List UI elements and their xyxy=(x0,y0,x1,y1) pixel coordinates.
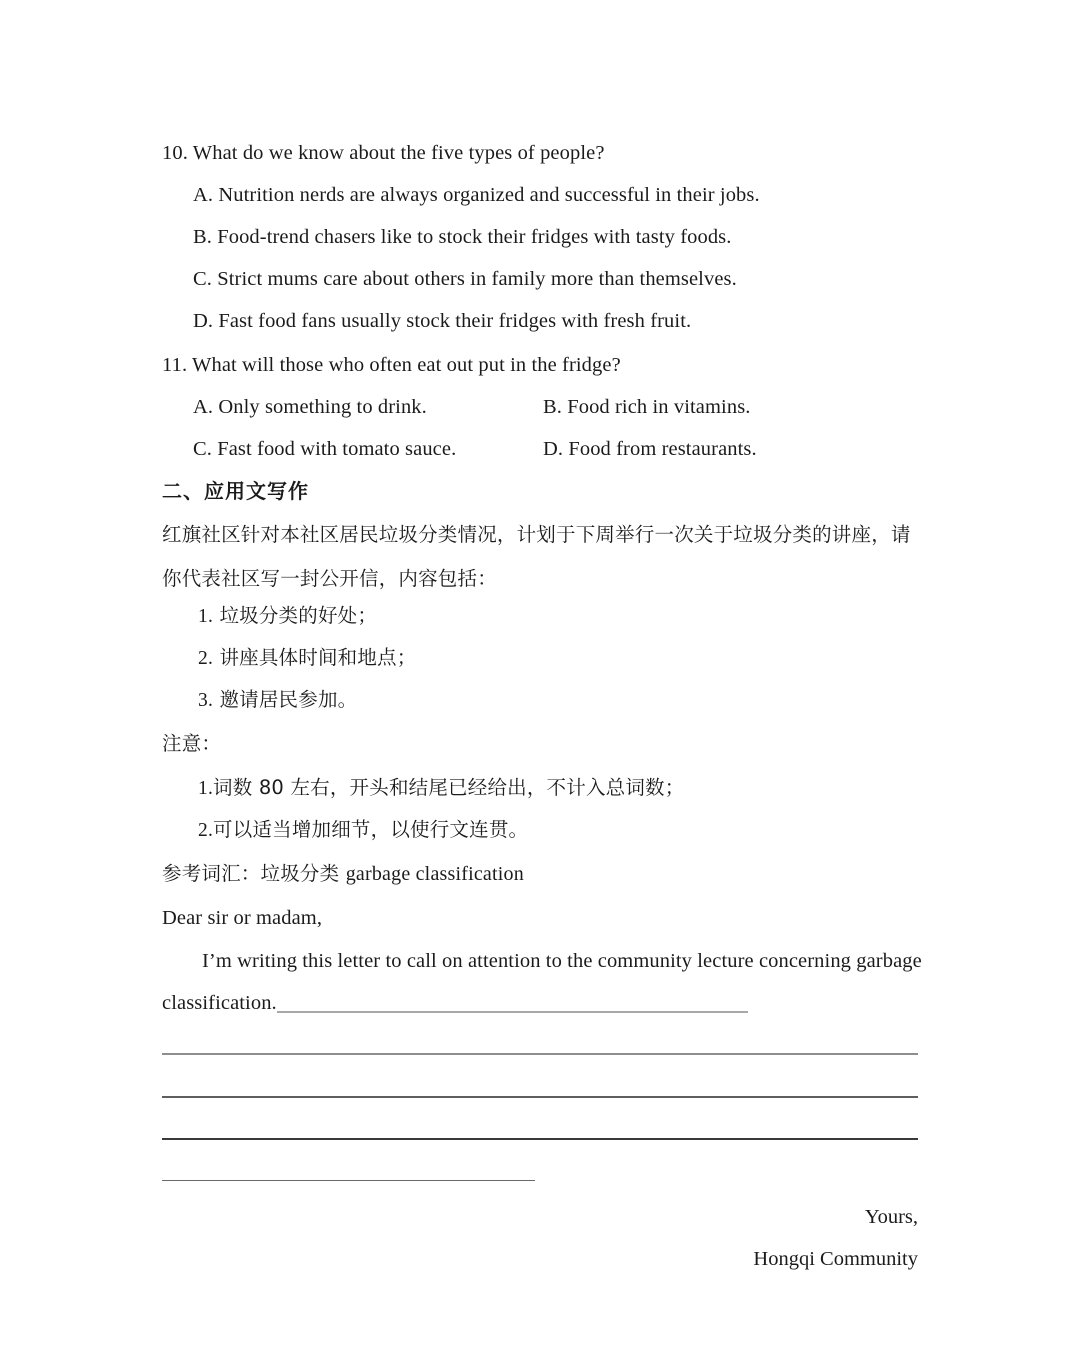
writing-requirement-3 xyxy=(198,687,357,714)
writing-requirement-1 xyxy=(198,603,377,630)
writing-note-1 xyxy=(198,775,684,802)
writing-prompt-paragraph: 红旗社区针对本社区居民垃圾分类情况，计划于下周举行一次关于垃圾分类的讲座，请你代表社区写一封公开信，内容包括： xyxy=(162,523,911,590)
question-10-stem xyxy=(162,140,605,166)
writing-requirement-2-number: 2. xyxy=(198,648,214,669)
letter-signature: Hongqi Community xyxy=(753,1248,918,1270)
writing-note-1-number: 1. xyxy=(198,778,214,799)
letter-closing: Yours, xyxy=(864,1206,918,1228)
writing-note-2-text: 可以适当增加细节，以使行文连贯。 xyxy=(213,818,529,841)
question-11-stem xyxy=(162,352,621,378)
question-10-text: What do we know about the five types of people? xyxy=(192,142,605,164)
writing-requirement-3-text: 邀请居民参加。 xyxy=(219,688,358,711)
writing-vocabulary-label: 参考词汇：垃圾分类 xyxy=(162,862,340,885)
question-10-number: 10. xyxy=(162,142,188,164)
question-11-option-d[interactable]: D. Food from restaurants. xyxy=(543,438,757,460)
question-11-number: 11. xyxy=(162,354,188,376)
question-10-option-d[interactable]: D. Fast food fans usually stock their fridges with fresh fruit. xyxy=(193,310,692,332)
writing-note-1-text: 词数 80 左右，开头和结尾已经给出，不计入总词数； xyxy=(213,776,685,799)
question-10-option-b[interactable]: B. Food-trend chasers like to stock their fridges with tasty foods. xyxy=(193,226,732,248)
writing-vocabulary xyxy=(162,861,524,887)
question-10-option-c[interactable]: C. Strict mums care about others in family more than themselves. xyxy=(193,268,737,290)
question-10-option-a[interactable]: A. Nutrition nerds are always organized and successful in their jobs. xyxy=(193,184,760,206)
writing-section-heading: 二、应用文写作 xyxy=(162,479,309,503)
writing-rule-3[interactable] xyxy=(162,1096,918,1098)
writing-requirement-2 xyxy=(198,645,416,672)
letter-salutation: Dear sir or madam, xyxy=(162,907,323,929)
writing-requirement-2-text: 讲座具体时间和地点； xyxy=(219,646,417,669)
writing-vocabulary-english: garbage classification xyxy=(345,863,524,885)
writing-note-2-number: 2. xyxy=(198,820,214,841)
question-11-option-b[interactable]: B. Food rich in vitamins. xyxy=(543,396,751,418)
writing-requirement-3-number: 3. xyxy=(198,690,214,711)
writing-rule-1[interactable] xyxy=(277,1011,748,1013)
letter-body-line-2: classification. xyxy=(162,992,277,1014)
writing-rule-5[interactable] xyxy=(162,1180,535,1181)
question-11-option-c[interactable]: C. Fast food with tomato sauce. xyxy=(193,438,457,460)
letter-body-line-1: I’m writing this letter to call on attention to the community lecture concerning garbage xyxy=(202,950,922,972)
writing-rule-4[interactable] xyxy=(162,1138,918,1140)
writing-requirement-1-number: 1. xyxy=(198,606,214,627)
writing-notes-label: 注意： xyxy=(162,732,222,755)
writing-rule-2[interactable] xyxy=(162,1053,918,1055)
writing-note-2 xyxy=(198,817,528,844)
writing-requirement-1-text: 垃圾分类的好处； xyxy=(219,604,378,627)
question-11-option-a[interactable]: A. Only something to drink. xyxy=(193,396,427,418)
question-11-text: What will those who often eat out put in the fridge? xyxy=(192,354,621,376)
